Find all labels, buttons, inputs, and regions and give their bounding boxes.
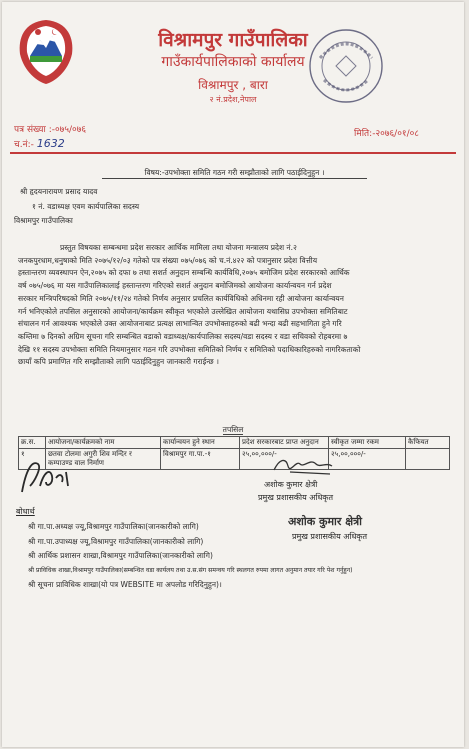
signatory-stamp-title: प्रमुख प्रशासकीय अधिकृत (292, 532, 368, 541)
cc-list (28, 520, 448, 593)
column-header: क्र.स. (19, 437, 46, 449)
table-row (19, 449, 450, 470)
column-header: स्वीकृत जम्मा रकम (329, 437, 406, 449)
table-cell: १ (19, 449, 46, 470)
body-line: गर्न भनिएकोले तपसिल अनुसारको आयोजना/कार्यक्रम स्वीकृत भएकोले उल्लेखित आयोजना यथासिघ्र उपभोक्ता समितिबाट (18, 306, 348, 316)
recipient-designation: १ नं. वडाध्यक्ष एवम कार्यपालिका सदस्य (32, 202, 140, 211)
body-line: हस्तान्तरण व्यवस्थापन ऐन,२०७५ को दफा ७ तथा सशर्त अनुदान सम्बन्धि कार्यविधि,२०७५ बमोजिम प्रदेश सरकारको आर्थिक (18, 268, 350, 278)
body-line: छायाँ कपि प्रमाणित गरि सम्झौताको लागि पठाईदिनुहुन जानकारी गराईन्छ । (18, 357, 219, 367)
municipality-name: विश्रामपुर गाउँपालिका (158, 29, 308, 51)
office-name: गाउँकार्यपालिकाको कार्यालय (161, 54, 305, 70)
handwritten-note-scribble (16, 452, 76, 500)
signatory-title: प्रमुख प्रशासकीय अधिकृत (258, 493, 334, 502)
signatory-stamp-name: अशोक कुमार क्षेत्री (288, 515, 363, 528)
letter-body (18, 242, 448, 369)
appendix-label: तपसिल (222, 425, 244, 434)
header-divider (10, 152, 456, 154)
table-header-row (19, 437, 450, 449)
column-header: कार्यान्वयन हुने स्थान (161, 437, 240, 449)
signatory-name: अशोक कुमार क्षेत्री (264, 480, 318, 489)
office-location: विश्रामपुर , बारा (198, 78, 268, 92)
column-header: आयोजना/कार्यक्रमको नाम (46, 437, 161, 449)
cc-item: श्री सूचना प्राविधिक शाखा(यो पत्र WEBSITE मा अपलोड गरिदिनुहुन)। (28, 580, 222, 590)
table-cell: २५,००,०००/- (240, 449, 329, 470)
cc-item: श्री गा.पा.अध्यक्ष ज्यू,विश्रामपुर गाउँपालिका(जानकारीको लागि) (28, 522, 199, 531)
body-line: कम्तिमा ७ दिनको अग्रिम सूचना गरि सम्बन्धित वडाको वडाध्यक्ष/कार्यपालिका सदस्य/वडा सदस्य र वडा सचिवको रोहबरमा ७ (18, 331, 348, 341)
subject-line: विषय:-उपभोक्ता समिति गठन गरी सम्झौताको लागि पठाईदिनुहुन । (102, 168, 367, 179)
cc-item: श्री गा.पा.उपाध्यक्ष ज्यू,विश्रामपुर गाउँपालिका(जानकारीको लागि) (28, 536, 204, 546)
body-line: सरकार मन्त्रिपरिषदको मिति २०७५/११/२४ गतेको निर्णय अनुसार प्रचलित कार्यविधिको अधिनमा रही आयोजना कार्यान्वयन (18, 293, 344, 303)
office-seal-stamp (306, 26, 386, 106)
body-line: जनकपुरधाम,धनुषाको मिति २०७५/१२/०३ गतेको पत्र संख्या ०७५/०७६ को च.नं.४२२ को पत्रानुसार प्रदेश वित्तीय (18, 255, 318, 265)
handwritten-signature (270, 452, 342, 478)
letter-page (2, 2, 464, 747)
project-table (18, 436, 450, 470)
recipient-name: श्री हृदयनारायण प्रसाद यादव (20, 187, 98, 196)
table-cell (406, 449, 450, 470)
cc-item: श्री प्राविधिक शाखा,विश्रामपुर गाउँपालिका(सम्बन्धित वडा कार्यलय तथा उ.स.संग समन्वय गरि स्थलगत रुपमा लागत अनुमान तयार गरि पेश गर्नुहुन) (28, 566, 353, 574)
body-line: प्रस्तुत विषयका सम्बन्धमा प्रदेश सरकार आर्थिक मामिला तथा योजना मन्त्रालय प्रदेश नं.२ (60, 243, 297, 252)
body-line: वर्ष ०७५/०७६ मा यस गाउँपालिकालाई हस्तान्तरण गरिएको सशर्त अनुदान बमोजिमको आयोजना कार्यान्वयन गर्न प्रदेश (18, 281, 332, 291)
table-cell: छतवा टोलमा अगुरी शिव मन्दिर र कम्पाउण्ड वाल निर्माण (46, 449, 161, 470)
letter-date: मिति:-२०७६/०१/०८ (354, 129, 419, 139)
body-line: संचालन गर्न आवश्यक भएकोले उक्त आयोजनाबाट प्रत्यक्ष लाभान्वित उपभोक्ताहरुको बढी भन्दा बढी सहभागिता हुने गरि (18, 319, 342, 329)
table-cell: २५,००,०००/- (329, 449, 406, 470)
column-header: प्रदेश सरकारबाट प्राप्त अनुदान (240, 437, 329, 449)
dispatch-number-label: च.नं:- 1632 (14, 137, 65, 150)
body-line: देखि ११ सदस्य उपभोक्ता समिति नियमानुसार गठन गरि उपभोक्ता समितिको निर्णय र समितिको पदाधिकारिहरुको नागरिकताको (18, 344, 361, 354)
cc-label: बोधार्थ (16, 507, 35, 516)
table-cell: विश्रामपुर गा.पा.-१ (161, 449, 240, 470)
column-header: कैफियत (406, 437, 450, 449)
letter-number: पत्र संख्या :-०७५/०७६ (14, 125, 87, 135)
recipient-office: विश्रामपुर गाउँपालिका (14, 216, 73, 225)
cc-item: श्री आर्थिक प्रशासन शाखा,विश्रामपुर गाउँपालिका(जानकारीको लागि) (28, 551, 213, 561)
province-line: २ नं.प्रदेश,नेपाल (209, 95, 257, 104)
dispatch-number-handwritten: 1632 (36, 137, 65, 150)
